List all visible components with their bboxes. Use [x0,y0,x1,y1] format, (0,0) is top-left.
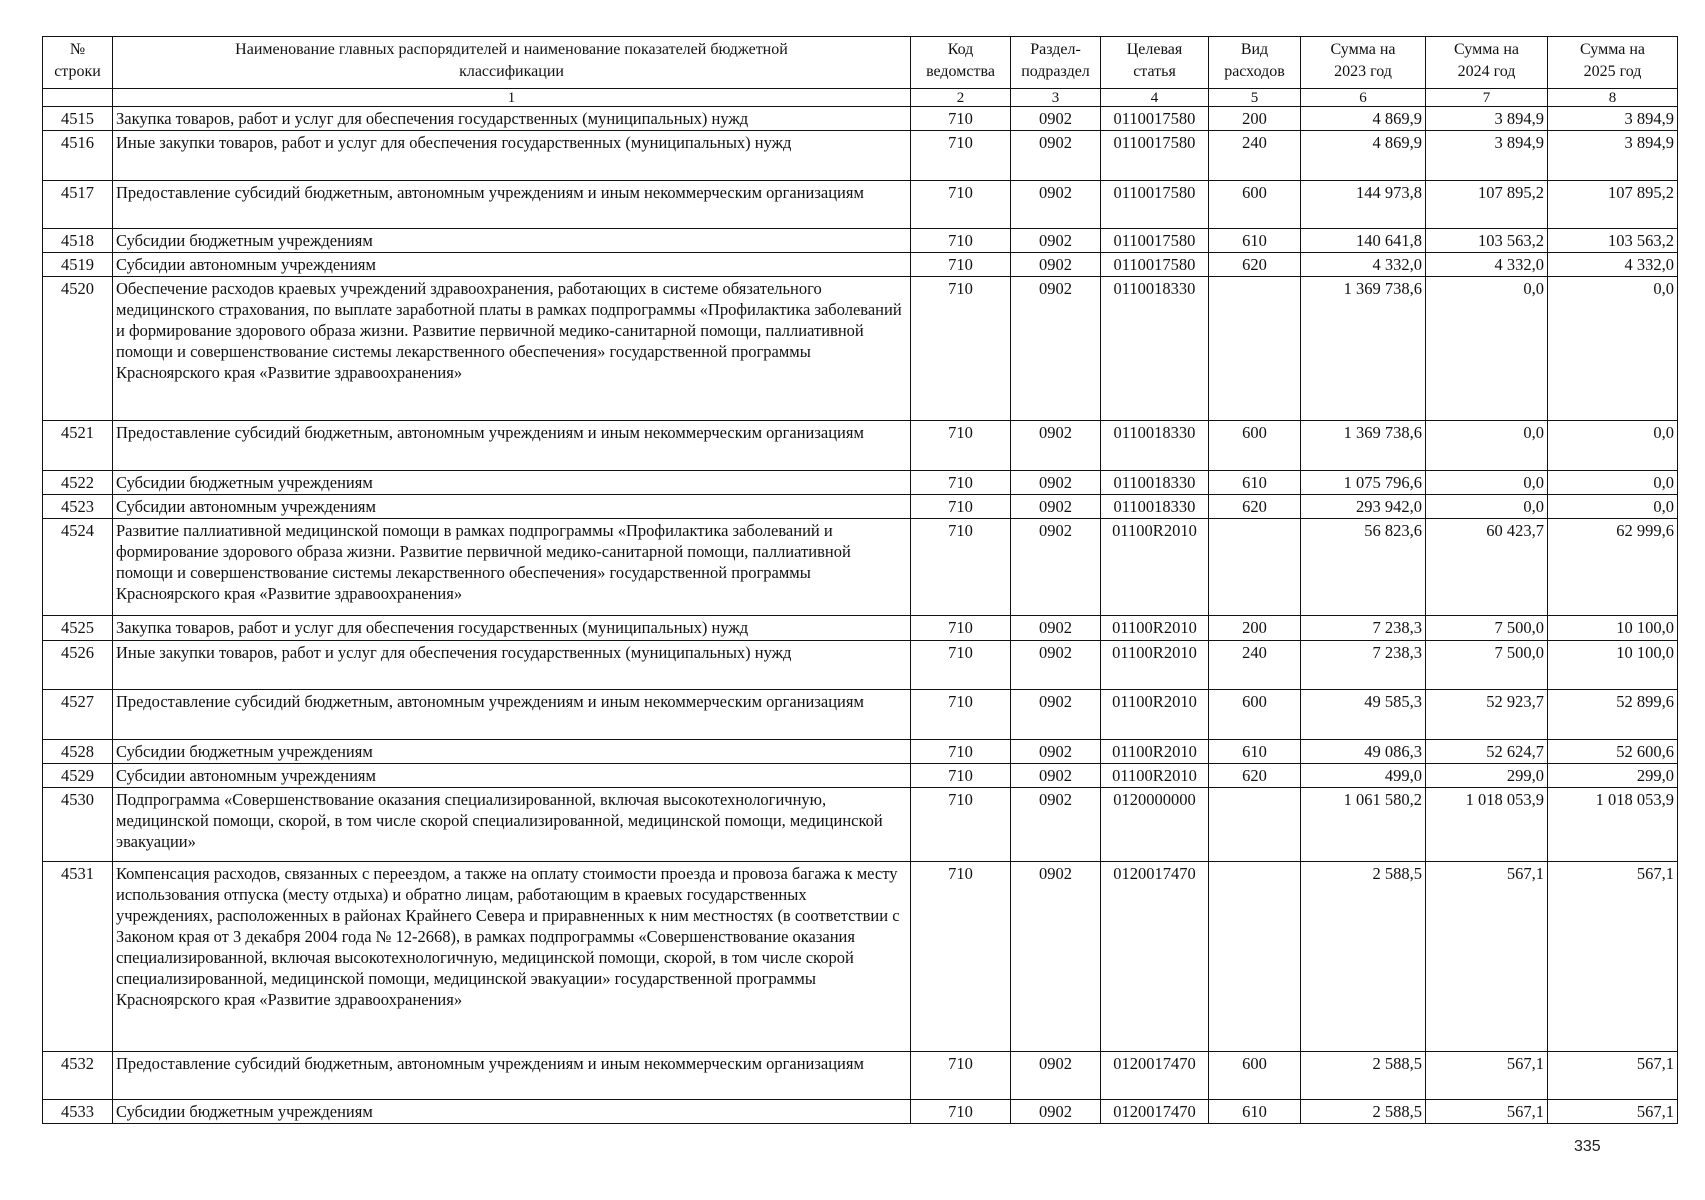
sum-2024-cell: 4 332,0 [1426,253,1548,277]
target-item-cell: 0120017470 [1101,862,1209,1052]
sum-2024-cell: 107 895,2 [1426,181,1548,229]
target-item-cell: 0110017580 [1101,253,1209,277]
section-code-cell: 0902 [1011,229,1101,253]
sum-2023-cell: 1 369 738,6 [1301,421,1426,471]
name-cell: Субсидии бюджетным учреждениям [113,1100,911,1124]
sum-2024-cell: 567,1 [1426,1100,1548,1124]
column-number-7: 7 [1426,89,1548,107]
section-code-cell: 0902 [1011,277,1101,421]
target-item-cell: 0110017580 [1101,107,1209,131]
department-code-cell: 710 [911,1052,1011,1100]
table-row [43,495,1678,519]
section-code-cell: 0902 [1011,788,1101,862]
sum-2024-cell: 3 894,9 [1426,131,1548,181]
table-row [43,107,1678,131]
target-item-cell: 01100R2010 [1101,740,1209,764]
sum-2025-cell: 0,0 [1548,471,1678,495]
section-code-cell: 0902 [1011,740,1101,764]
column-number-4: 4 [1101,89,1209,107]
sum-2025-cell: 52 899,6 [1548,690,1678,740]
sum-2025-cell: 567,1 [1548,1052,1678,1100]
column-number-5: 5 [1209,89,1301,107]
row-number-cell: 4530 [43,788,113,862]
table-row [43,690,1678,740]
table-row [43,519,1678,616]
department-code-cell: 710 [911,181,1011,229]
department-code-cell: 710 [911,641,1011,690]
table-row [43,1100,1678,1124]
header-sum-2025: Сумма на 2025 год [1548,37,1678,89]
expense-type-cell: 600 [1209,181,1301,229]
name-cell: Компенсация расходов, связанных с переездом, а также на оплату стоимости проезда и провоза багажа к месту использования отпуска (месту отдыха) и обратно лицам, работающим в краевых государственных учреждениях, расположенных в районах Крайнего Севера и приравненных к ним местностях (в соответствии с Законом края от 3 декабря 2004 года № 12-2668), в рамках подпрограммы «Совершенствование оказания специализированной, включая высокотехнологичную, медицинской помощи, скорой, в том числе скорой специализированной, медицинской помощи, медицинской эвакуации» государственной программы Красноярского края «Развитие здравоохранения» [113,862,911,1052]
section-code-cell: 0902 [1011,616,1101,641]
sum-2025-cell: 3 894,9 [1548,131,1678,181]
sum-2024-cell: 0,0 [1426,277,1548,421]
sum-2024-cell: 3 894,9 [1426,107,1548,131]
section-code-cell: 0902 [1011,471,1101,495]
name-cell: Предоставление субсидий бюджетным, автономным учреждениям и иным некоммерческим организациям [113,1052,911,1100]
target-item-cell: 01100R2010 [1101,519,1209,616]
sum-2025-cell: 1 018 053,9 [1548,788,1678,862]
sum-2025-cell: 0,0 [1548,277,1678,421]
sum-2023-cell: 56 823,6 [1301,519,1426,616]
sum-2023-cell: 4 332,0 [1301,253,1426,277]
budget-table-sheet [42,36,1677,1124]
expense-type-cell: 200 [1209,616,1301,641]
sum-2023-cell: 293 942,0 [1301,495,1426,519]
name-cell: Субсидии бюджетным учреждениям [113,740,911,764]
sum-2023-cell: 4 869,9 [1301,131,1426,181]
sum-2025-cell: 103 563,2 [1548,229,1678,253]
sum-2025-cell: 52 600,6 [1548,740,1678,764]
name-cell: Предоставление субсидий бюджетным, автономным учреждениям и иным некоммерческим организациям [113,421,911,471]
sum-2024-cell: 7 500,0 [1426,616,1548,641]
target-item-cell: 0120017470 [1101,1052,1209,1100]
row-number-cell: 4521 [43,421,113,471]
sum-2024-cell: 60 423,7 [1426,519,1548,616]
table-body [43,107,1678,1124]
department-code-cell: 710 [911,788,1011,862]
row-number-cell: 4515 [43,107,113,131]
section-code-cell: 0902 [1011,519,1101,616]
sum-2025-cell: 567,1 [1548,862,1678,1052]
expense-type-cell: 620 [1209,495,1301,519]
row-number-cell: 4526 [43,641,113,690]
sum-2025-cell: 62 999,6 [1548,519,1678,616]
department-code-cell: 710 [911,471,1011,495]
expense-type-cell: 610 [1209,1100,1301,1124]
expense-type-cell: 600 [1209,690,1301,740]
sum-2023-cell: 1 075 796,6 [1301,471,1426,495]
table-row [43,788,1678,862]
sum-2025-cell: 0,0 [1548,421,1678,471]
target-item-cell: 0110018330 [1101,277,1209,421]
section-code-cell: 0902 [1011,690,1101,740]
department-code-cell: 710 [911,616,1011,641]
sum-2023-cell: 144 973,8 [1301,181,1426,229]
name-cell: Обеспечение расходов краевых учреждений здравоохранения, работающих в системе обязательного медицинского страхования, по выплате заработной платы в рамках подпрограммы «Профилактика заболеваний и формирование здорового образа жизни. Развитие первичной медико-санитарной помощи, паллиативной помощи и совершенствование системы лекарственного обеспечения» государственной программы Красноярского края «Развитие здравоохранения» [113,277,911,421]
section-code-cell: 0902 [1011,1100,1101,1124]
sum-2023-cell: 7 238,3 [1301,641,1426,690]
sum-2023-cell: 1 061 580,2 [1301,788,1426,862]
name-cell: Иные закупки товаров, работ и услуг для обеспечения государственных (муниципальных) нужд [113,641,911,690]
row-number-cell: 4523 [43,495,113,519]
sum-2024-cell: 52 923,7 [1426,690,1548,740]
row-number-cell: 4532 [43,1052,113,1100]
target-item-cell: 0110018330 [1101,495,1209,519]
sum-2024-cell: 103 563,2 [1426,229,1548,253]
target-item-cell: 01100R2010 [1101,641,1209,690]
department-code-cell: 710 [911,764,1011,788]
sum-2023-cell: 499,0 [1301,764,1426,788]
department-code-cell: 710 [911,277,1011,421]
section-code-cell: 0902 [1011,181,1101,229]
column-number-row [43,89,1678,107]
department-code-cell: 710 [911,519,1011,616]
sum-2023-cell: 49 086,3 [1301,740,1426,764]
target-item-cell: 01100R2010 [1101,616,1209,641]
department-code-cell: 710 [911,253,1011,277]
sum-2024-cell: 0,0 [1426,421,1548,471]
budget-table [42,36,1678,1124]
row-number-cell: 4519 [43,253,113,277]
row-number-cell: 4524 [43,519,113,616]
sum-2025-cell: 3 894,9 [1548,107,1678,131]
header-expense-type: Вид расходов [1209,37,1301,89]
sum-2024-cell: 567,1 [1426,862,1548,1052]
section-code-cell: 0902 [1011,764,1101,788]
target-item-cell: 01100R2010 [1101,690,1209,740]
row-number-cell: 4516 [43,131,113,181]
table-row [43,253,1678,277]
header-section-code: Раздел- подраздел [1011,37,1101,89]
section-code-cell: 0902 [1011,131,1101,181]
department-code-cell: 710 [911,107,1011,131]
expense-type-cell: 600 [1209,1052,1301,1100]
row-number-cell: 4520 [43,277,113,421]
expense-type-cell [1209,862,1301,1052]
sum-2024-cell: 1 018 053,9 [1426,788,1548,862]
sum-2025-cell: 4 332,0 [1548,253,1678,277]
table-row [43,641,1678,690]
sum-2023-cell: 2 588,5 [1301,1100,1426,1124]
header-sum-2024: Сумма на 2024 год [1426,37,1548,89]
name-cell: Закупка товаров, работ и услуг для обеспечения государственных (муниципальных) нужд [113,107,911,131]
header-row [43,37,1678,89]
name-cell: Иные закупки товаров, работ и услуг для обеспечения государственных (муниципальных) нужд [113,131,911,181]
section-code-cell: 0902 [1011,495,1101,519]
row-number-cell: 4527 [43,690,113,740]
row-number-cell: 4518 [43,229,113,253]
sum-2025-cell: 107 895,2 [1548,181,1678,229]
table-header [43,37,1678,107]
section-code-cell: 0902 [1011,421,1101,471]
column-number-1: 1 [113,89,911,107]
sum-2024-cell: 567,1 [1426,1052,1548,1100]
sum-2025-cell: 0,0 [1548,495,1678,519]
name-cell: Субсидии бюджетным учреждениям [113,229,911,253]
department-code-cell: 710 [911,495,1011,519]
header-sum-2023: Сумма на 2023 год [1301,37,1426,89]
column-number-empty [43,89,113,107]
section-code-cell: 0902 [1011,107,1101,131]
name-cell: Субсидии бюджетным учреждениям [113,471,911,495]
department-code-cell: 710 [911,131,1011,181]
header-department-code: Код ведомства [911,37,1011,89]
target-item-cell: 0110017580 [1101,131,1209,181]
table-row [43,862,1678,1052]
sum-2025-cell: 567,1 [1548,1100,1678,1124]
name-cell: Субсидии автономным учреждениям [113,253,911,277]
department-code-cell: 710 [911,862,1011,1052]
sum-2023-cell: 49 585,3 [1301,690,1426,740]
sum-2024-cell: 7 500,0 [1426,641,1548,690]
expense-type-cell [1209,519,1301,616]
expense-type-cell [1209,788,1301,862]
sum-2025-cell: 10 100,0 [1548,616,1678,641]
name-cell: Предоставление субсидий бюджетным, автономным учреждениям и иным некоммерческим организациям [113,690,911,740]
sum-2023-cell: 7 238,3 [1301,616,1426,641]
sum-2025-cell: 10 100,0 [1548,641,1678,690]
header-row-number: № строки [43,37,113,89]
expense-type-cell: 610 [1209,471,1301,495]
target-item-cell: 0110017580 [1101,181,1209,229]
sum-2024-cell: 0,0 [1426,471,1548,495]
table-row [43,471,1678,495]
expense-type-cell: 600 [1209,421,1301,471]
target-item-cell: 0110018330 [1101,471,1209,495]
target-item-cell: 0110017580 [1101,229,1209,253]
sum-2023-cell: 2 588,5 [1301,1052,1426,1100]
table-row [43,181,1678,229]
target-item-cell: 0120000000 [1101,788,1209,862]
expense-type-cell: 620 [1209,764,1301,788]
expense-type-cell: 200 [1209,107,1301,131]
row-number-cell: 4525 [43,616,113,641]
column-number-6: 6 [1301,89,1426,107]
target-item-cell: 0110018330 [1101,421,1209,471]
sum-2024-cell: 299,0 [1426,764,1548,788]
sum-2025-cell: 299,0 [1548,764,1678,788]
header-target-item: Целевая статья [1101,37,1209,89]
row-number-cell: 4529 [43,764,113,788]
row-number-cell: 4522 [43,471,113,495]
expense-type-cell: 610 [1209,740,1301,764]
department-code-cell: 710 [911,229,1011,253]
table-row [43,277,1678,421]
row-number-cell: 4533 [43,1100,113,1124]
sum-2024-cell: 52 624,7 [1426,740,1548,764]
sum-2024-cell: 0,0 [1426,495,1548,519]
department-code-cell: 710 [911,421,1011,471]
section-code-cell: 0902 [1011,641,1101,690]
table-row [43,740,1678,764]
section-code-cell: 0902 [1011,253,1101,277]
expense-type-cell [1209,277,1301,421]
expense-type-cell: 620 [1209,253,1301,277]
department-code-cell: 710 [911,690,1011,740]
name-cell: Подпрограмма «Совершенствование оказания специализированной, включая высокотехнологичную, медицинской помощи, скорой, в том числе скорой специализированной, медицинской помощи, медицинской эвакуации» [113,788,911,862]
row-number-cell: 4531 [43,862,113,1052]
table-row [43,616,1678,641]
table-row [43,131,1678,181]
name-cell: Субсидии автономным учреждениям [113,495,911,519]
row-number-cell: 4517 [43,181,113,229]
sum-2023-cell: 4 869,9 [1301,107,1426,131]
column-number-2: 2 [911,89,1011,107]
header-name: Наименование главных распорядителей и наименование показателей бюджетной классификации [113,37,911,89]
department-code-cell: 710 [911,1100,1011,1124]
name-cell: Субсидии автономным учреждениям [113,764,911,788]
name-cell: Развитие паллиативной медицинской помощи в рамках подпрограммы «Профилактика заболеваний и формирование здорового образа жизни. Развитие первичной медико-санитарной помощи, паллиативной помощи и совершенствование системы лекарственного обеспечения» государственной программы Красноярского края «Развитие здравоохранения» [113,519,911,616]
table-row [43,1052,1678,1100]
column-number-8: 8 [1548,89,1678,107]
name-cell: Предоставление субсидий бюджетным, автономным учреждениям и иным некоммерческим организациям [113,181,911,229]
table-row [43,421,1678,471]
expense-type-cell: 610 [1209,229,1301,253]
column-number-3: 3 [1011,89,1101,107]
sum-2023-cell: 2 588,5 [1301,862,1426,1052]
table-row [43,764,1678,788]
target-item-cell: 0120017470 [1101,1100,1209,1124]
expense-type-cell: 240 [1209,131,1301,181]
name-cell: Закупка товаров, работ и услуг для обеспечения государственных (муниципальных) нужд [113,616,911,641]
sum-2023-cell: 1 369 738,6 [1301,277,1426,421]
department-code-cell: 710 [911,740,1011,764]
table-row [43,229,1678,253]
sum-2023-cell: 140 641,8 [1301,229,1426,253]
section-code-cell: 0902 [1011,862,1101,1052]
expense-type-cell: 240 [1209,641,1301,690]
target-item-cell: 01100R2010 [1101,764,1209,788]
row-number-cell: 4528 [43,740,113,764]
page-number: 335 [1574,1138,1601,1155]
section-code-cell: 0902 [1011,1052,1101,1100]
